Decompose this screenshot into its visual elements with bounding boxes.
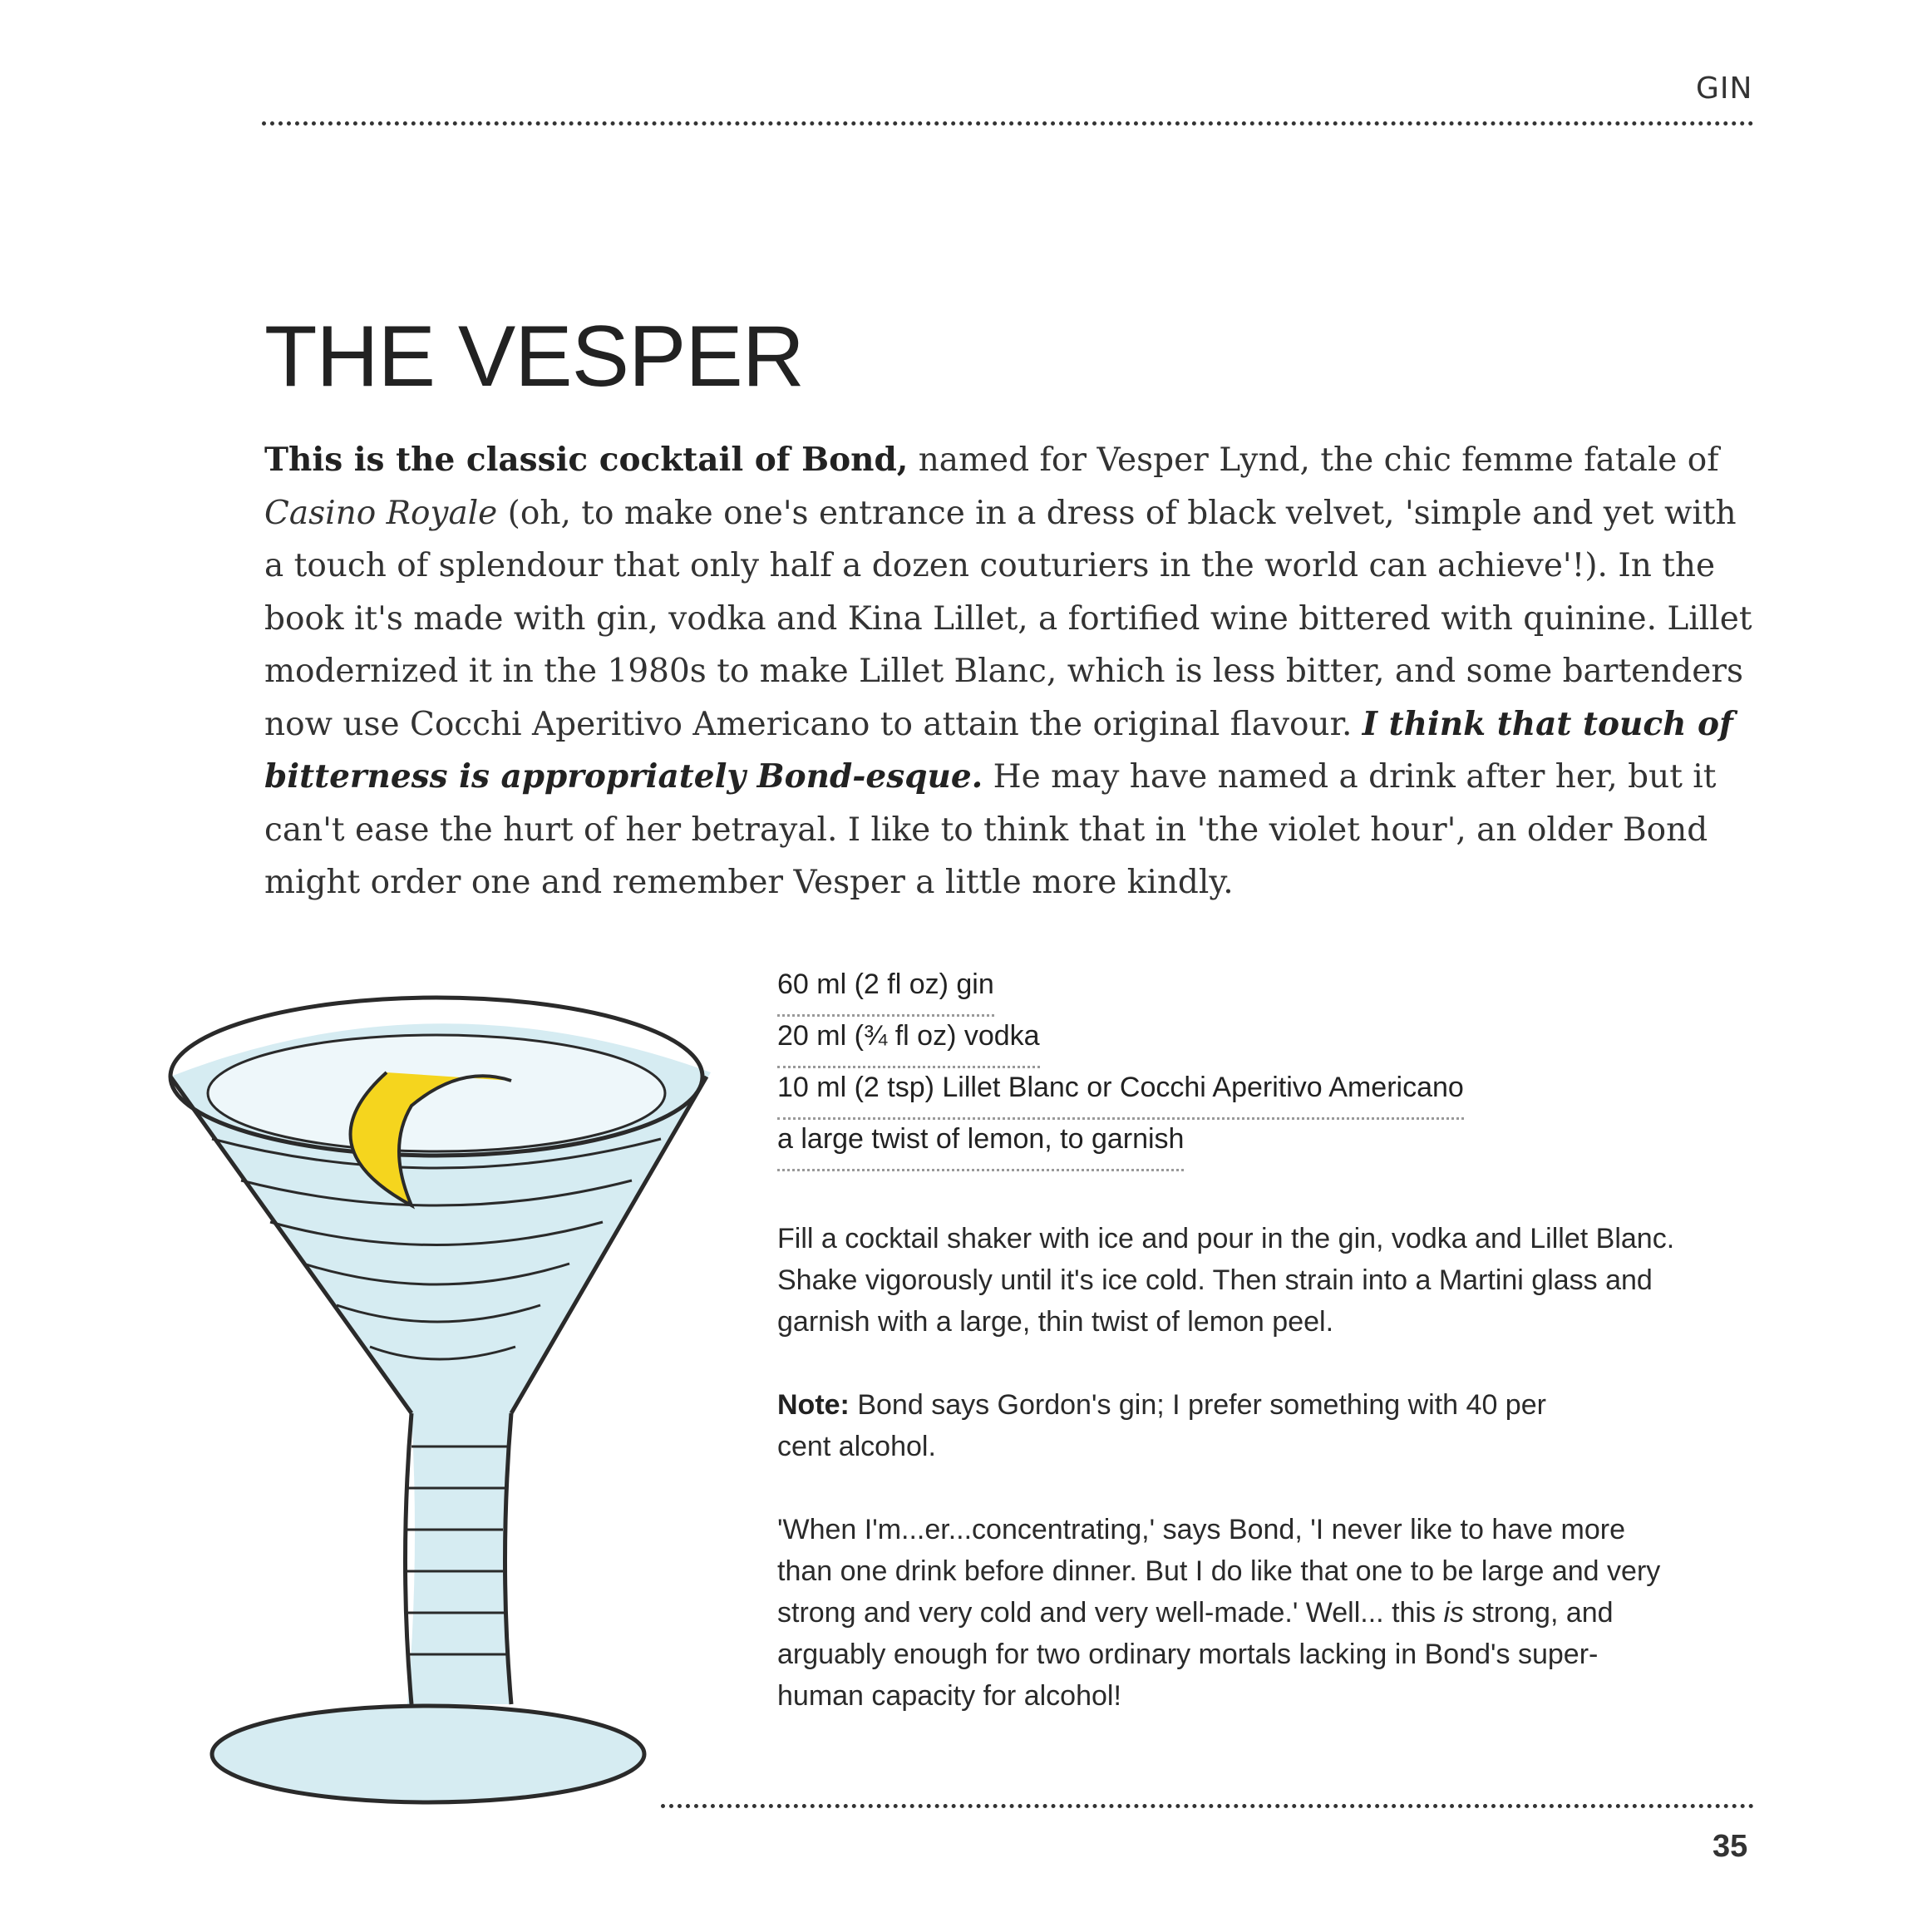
quote-text: strong, and arguably enough for two ordinary mortals lacking in Bond's super-human capacity for alcohol! [777,1597,1614,1712]
note-paragraph [777,1384,1567,1467]
section-header: GIN [1696,71,1753,106]
method-paragraph: Fill a cocktail shaker with ice and pour in the gin, vodka and Lillet Blanc. Shake vigorously until it's ice cold. Then strain into a Martini glass and garnish with a large, thin twist of lemon peel. [777,1223,1675,1338]
book-title: Casino Royale [264,494,498,532]
ingredient-item: 10 ml (2 tsp) Lillet Blanc or Cocchi Aperitivo Americano [777,1066,1464,1120]
ingredient-item: 20 ml (¾ fl oz) vodka [777,1014,1040,1068]
page-title: THE VESPER [264,308,804,405]
intro-emphasis: I think that touch of bitterness is appropriately Bond-esque. [264,704,1733,796]
intro-text: named for Vesper Lynd, the chic femme fatale of [908,441,1719,479]
quote-text: 'When I'm...er...concentrating,' says Bond, 'I never like to have more than one drink before dinner. But I do like that one to be large and very strong and very cold and very well-made.' Well... this [777,1514,1661,1629]
note-label: Note: [777,1389,850,1421]
ingredients-list [777,963,1464,1169]
ingredient-item: 60 ml (2 fl oz) gin [777,963,994,1017]
intro-bold-lead: This is the classic cocktail of Bond, [264,441,909,479]
martini-glass-illustration [162,981,727,1812]
quote-emphasis: is [1443,1597,1464,1629]
intro-paragraph [264,434,1761,909]
note-text: Bond says Gordon's gin; I prefer something with 40 per cent alcohol. [777,1389,1546,1462]
top-divider [262,121,1754,126]
page-number: 35 [1712,1829,1748,1864]
intro-text: (oh, to make one's entrance in a dress of black velvet, 'simple and yet with a touch of splendour that only half a dozen couturiers in the world can achieve'!). In the book it's made with gin, vodka and Kina Lillet, a fortified wine bittered with quinine. Lillet modernized it in the 1980s to make Lillet Blanc, which is less bitter, and some bartenders now use Cocchi Aperitivo Americano to attain the original flavour. [264,494,1752,743]
quote-paragraph [777,1509,1675,1717]
bottom-divider [661,1804,1754,1808]
intro-text: He may have named a drink after her, but it can't ease the hurt of her betrayal. I like to think that in 'the violet hour', an older Bond might order one and remember Vesper a little more kindly. [264,758,1717,901]
ingredient-item: a large twist of lemon, to garnish [777,1117,1184,1171]
